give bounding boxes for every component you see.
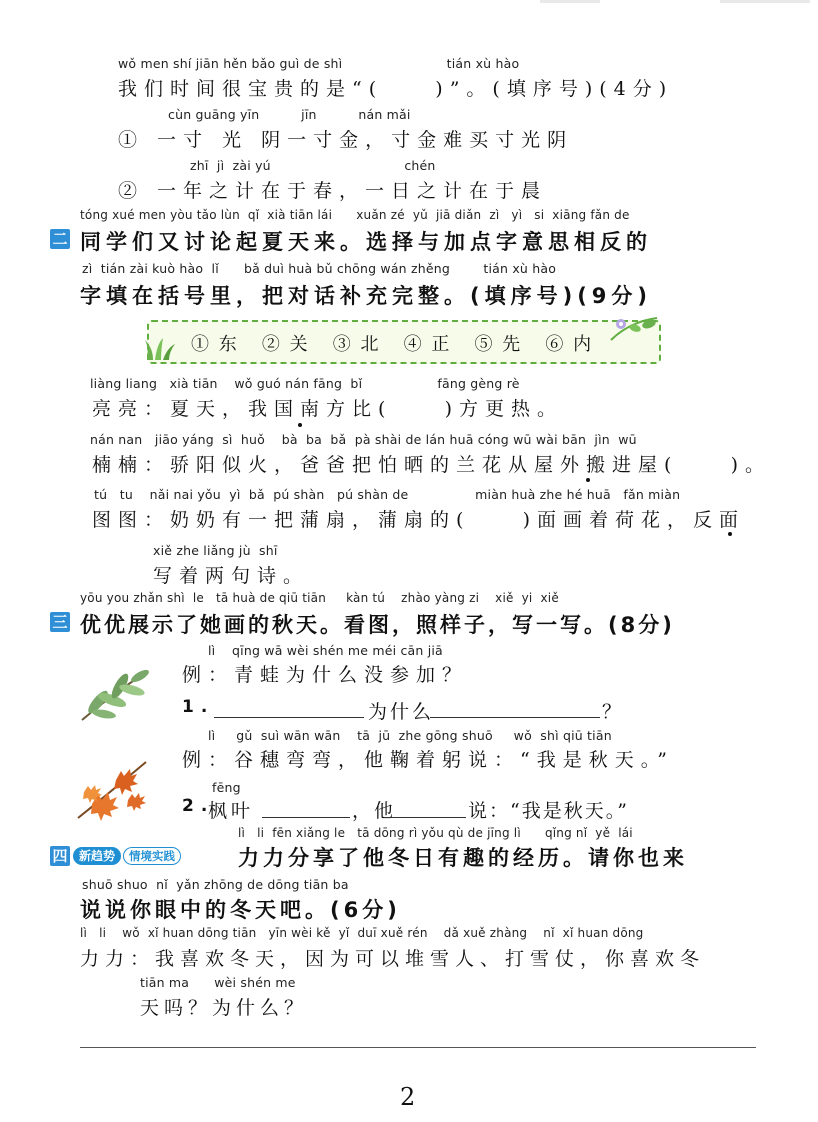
answer-blank[interactable] (262, 816, 350, 818)
question-number: 1. (182, 697, 215, 717)
maple-leaf-branch-illustration (72, 754, 152, 824)
pinyin: liàng liang xià tiān wǒ guó nán fāng bǐ fāng gèng rè (90, 376, 520, 391)
top-edge-mark (720, 0, 810, 3)
option-list: ① 东 ② 关 ③ 北 ④ 正 ⑤ 先 ⑥ 内 (191, 334, 594, 355)
section-tags (50, 845, 181, 867)
section-title: 优优展示了她画的秋天。看图，照样子，写一写。(8分) (80, 613, 675, 637)
answer-blank[interactable] (214, 716, 364, 718)
section-badge: 四 (50, 846, 70, 866)
section-title: 力力分享了他冬日有趣的经历。请你也来 (238, 846, 688, 870)
section-title: 说说你眼中的冬天吧。(6分) (80, 898, 401, 922)
example-sentence: 例：青蛙为什么没参加？ (182, 664, 469, 686)
trend-tag: 新趋势 (73, 847, 121, 865)
pinyin: nán nan jiāo yáng sì huǒ bà ba bǎ pà shài de lán huā cóng wū wài bān jìn wū (90, 432, 637, 447)
question-mark: ？ (602, 701, 629, 723)
flower-vine-icon (609, 312, 659, 342)
dialog-line: 天吗？为什么？ (140, 997, 309, 1019)
pinyin: tóng xué men yòu tǎo lùn qǐ xià tiān lái xuǎn zé yǔ jiā diǎn zì yì si xiāng fǎn de (80, 208, 630, 222)
answer-blank[interactable] (430, 716, 600, 718)
pinyin: xiě zhe liǎng jù shī (153, 543, 278, 558)
dialog-line: 写着两句诗。 (153, 565, 310, 587)
emphasis-dot (586, 478, 590, 482)
option-box (147, 320, 661, 364)
pinyin: lì gǔ suì wān wān tā jū zhe gōng shuō wǒ shì qiū tiān (208, 728, 612, 743)
option-2[interactable]: ② 一年之计在于春，一日之计在于晨 (118, 180, 548, 202)
emphasis-dot (728, 532, 732, 536)
question-text: 枫叶 (208, 800, 255, 822)
pinyin: fēng (212, 780, 241, 795)
page-number: 2 (400, 1083, 416, 1111)
pinyin: tú tu nǎi nai yǒu yì bǎ pú shàn pú shàn de miàn huà zhe hé huā fǎn miàn (94, 487, 681, 502)
pinyin: zhī jì zài yú chén (190, 158, 436, 173)
pinyin: wǒ men shí jiān hěn bǎo guì de shì tián xù hào (118, 56, 520, 71)
scene-tag: 情境实践 (123, 847, 181, 865)
question-text: ，他 (352, 800, 397, 822)
pinyin: zì tián zài kuò hào lǐ bǎ duì huà bǔ chōng wán zhěng tián xù hào (82, 261, 557, 276)
dialog-line: 亮亮：夏天，我国南方比( )方更热。 (92, 398, 563, 420)
section-title: 同学们又讨论起夏天来。选择与加点字意思相反的 (80, 230, 652, 254)
question-text: 为什么 (368, 701, 435, 723)
example-sentence: 例：谷穗弯弯，他鞠着躬说：“我是秋天。” (182, 749, 674, 771)
pinyin: cùn guāng yīn jīn nán mǎi (168, 107, 411, 122)
pinyin: tiān ma wèi shén me (140, 975, 296, 990)
dialog-line: 楠楠：骄阳似火，爸爸把怕晒的兰花从屋外搬进屋( )。 (92, 454, 771, 476)
top-edge-mark (540, 0, 600, 3)
footer-divider (80, 1047, 756, 1048)
pinyin: lì qīng wā wèi shén me méi cān jiā (208, 643, 443, 658)
dialog-line: 力力：我喜欢冬天，因为可以堆雪人、打雪仗，你喜欢冬 (80, 948, 706, 970)
answer-blank[interactable] (384, 816, 466, 818)
section-title: 字填在括号里，把对话补充完整。(填序号)(9分) (80, 284, 653, 308)
question-text: 说：“我是秋天。” (468, 800, 629, 822)
question-number: 2. (182, 796, 215, 816)
green-leaf-branch-illustration (74, 664, 152, 726)
emphasis-dot (298, 423, 302, 427)
question-text: 我们时间很宝贵的是“( )”。(填序号)(4分) (118, 78, 674, 100)
option-1[interactable]: ① 一寸 光 阴一寸金，寸金难买寸光阴 (118, 129, 574, 151)
dialog-line: 图图：奶奶有一把蒲扇，蒲扇的( )面画着荷花，反面 (92, 509, 745, 531)
pinyin: lì li fēn xiǎng le tā dōng rì yǒu qù de jīng lì qǐng nǐ yě lái (238, 826, 633, 840)
pinyin: shuō shuo nǐ yǎn zhōng de dōng tiān ba (82, 877, 349, 892)
grass-icon (143, 336, 177, 360)
pinyin: yōu you zhǎn shì le tā huà de qiū tiān kàn tú zhào yàng zi xiě yi xiě (80, 591, 559, 605)
section-badge: 二 (50, 229, 70, 249)
section-badge: 三 (50, 612, 70, 632)
pinyin: lì li wǒ xǐ huan dōng tiān yīn wèi kě yǐ duī xuě rén dǎ xuě zhàng nǐ xǐ huan dōng (80, 926, 644, 940)
